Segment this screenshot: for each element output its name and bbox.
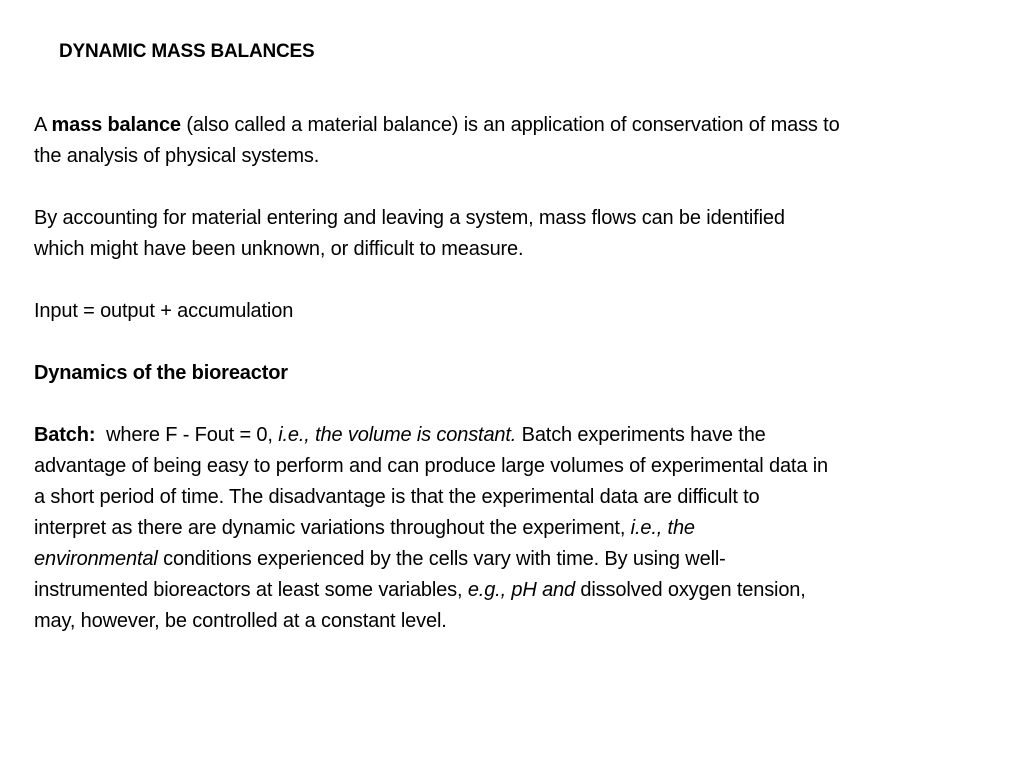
paragraph-line (34, 579, 806, 601)
balance-equation: Input = output + accumulation (34, 300, 294, 322)
paragraph-line (34, 517, 695, 539)
paragraph-line (34, 114, 840, 136)
text-run: A (34, 114, 52, 136)
paragraph-line: By accounting for material entering and leaving a system, mass flows can be identified (34, 207, 785, 229)
text-run: instrumented bioreactors at least some variables, (34, 579, 468, 601)
paragraph-line (34, 548, 726, 570)
paragraph-line: a short period of time. The disadvantage is that the experimental data are difficult to (34, 486, 760, 508)
heading-text: Dynamics of the bioreactor (34, 362, 288, 384)
paragraph-line: the analysis of physical systems. (34, 145, 320, 167)
paragraph-line: advantage of being easy to perform and can produce large volumes of experimental data in (34, 455, 828, 477)
accounting-paragraph (34, 203, 994, 265)
mass-balance-definition-paragraph (34, 110, 994, 172)
text-run: where F - Fout = 0, (95, 424, 279, 446)
text-run: dissolved oxygen tension, (575, 579, 806, 601)
paragraph-line: may, however, be controlled at a constant level. (34, 610, 447, 632)
text-run: conditions experienced by the cells vary with time. By using well- (157, 548, 726, 570)
mass-balance-term: mass balance (51, 114, 181, 136)
italic-run: environmental (34, 548, 158, 570)
paragraph-line: which might have been unknown, or difficult to measure. (34, 238, 524, 260)
slide-body (34, 110, 994, 637)
text-run: Batch experiments have the (516, 424, 766, 446)
paragraph-line (34, 424, 766, 446)
slide-title: DYNAMIC MASS BALANCES (59, 41, 315, 62)
text-run: interpret as there are dynamic variations throughout the experiment, (34, 517, 631, 539)
italic-run: e.g., pH and (467, 579, 575, 601)
italic-run: i.e., the (630, 517, 695, 539)
batch-label: Batch: (34, 424, 96, 446)
text-run: (also called a material balance) is an application of conservation of mass to (180, 114, 840, 136)
batch-paragraph (34, 420, 994, 637)
section-heading (34, 358, 994, 389)
italic-run: i.e., the volume is constant. (278, 424, 517, 446)
